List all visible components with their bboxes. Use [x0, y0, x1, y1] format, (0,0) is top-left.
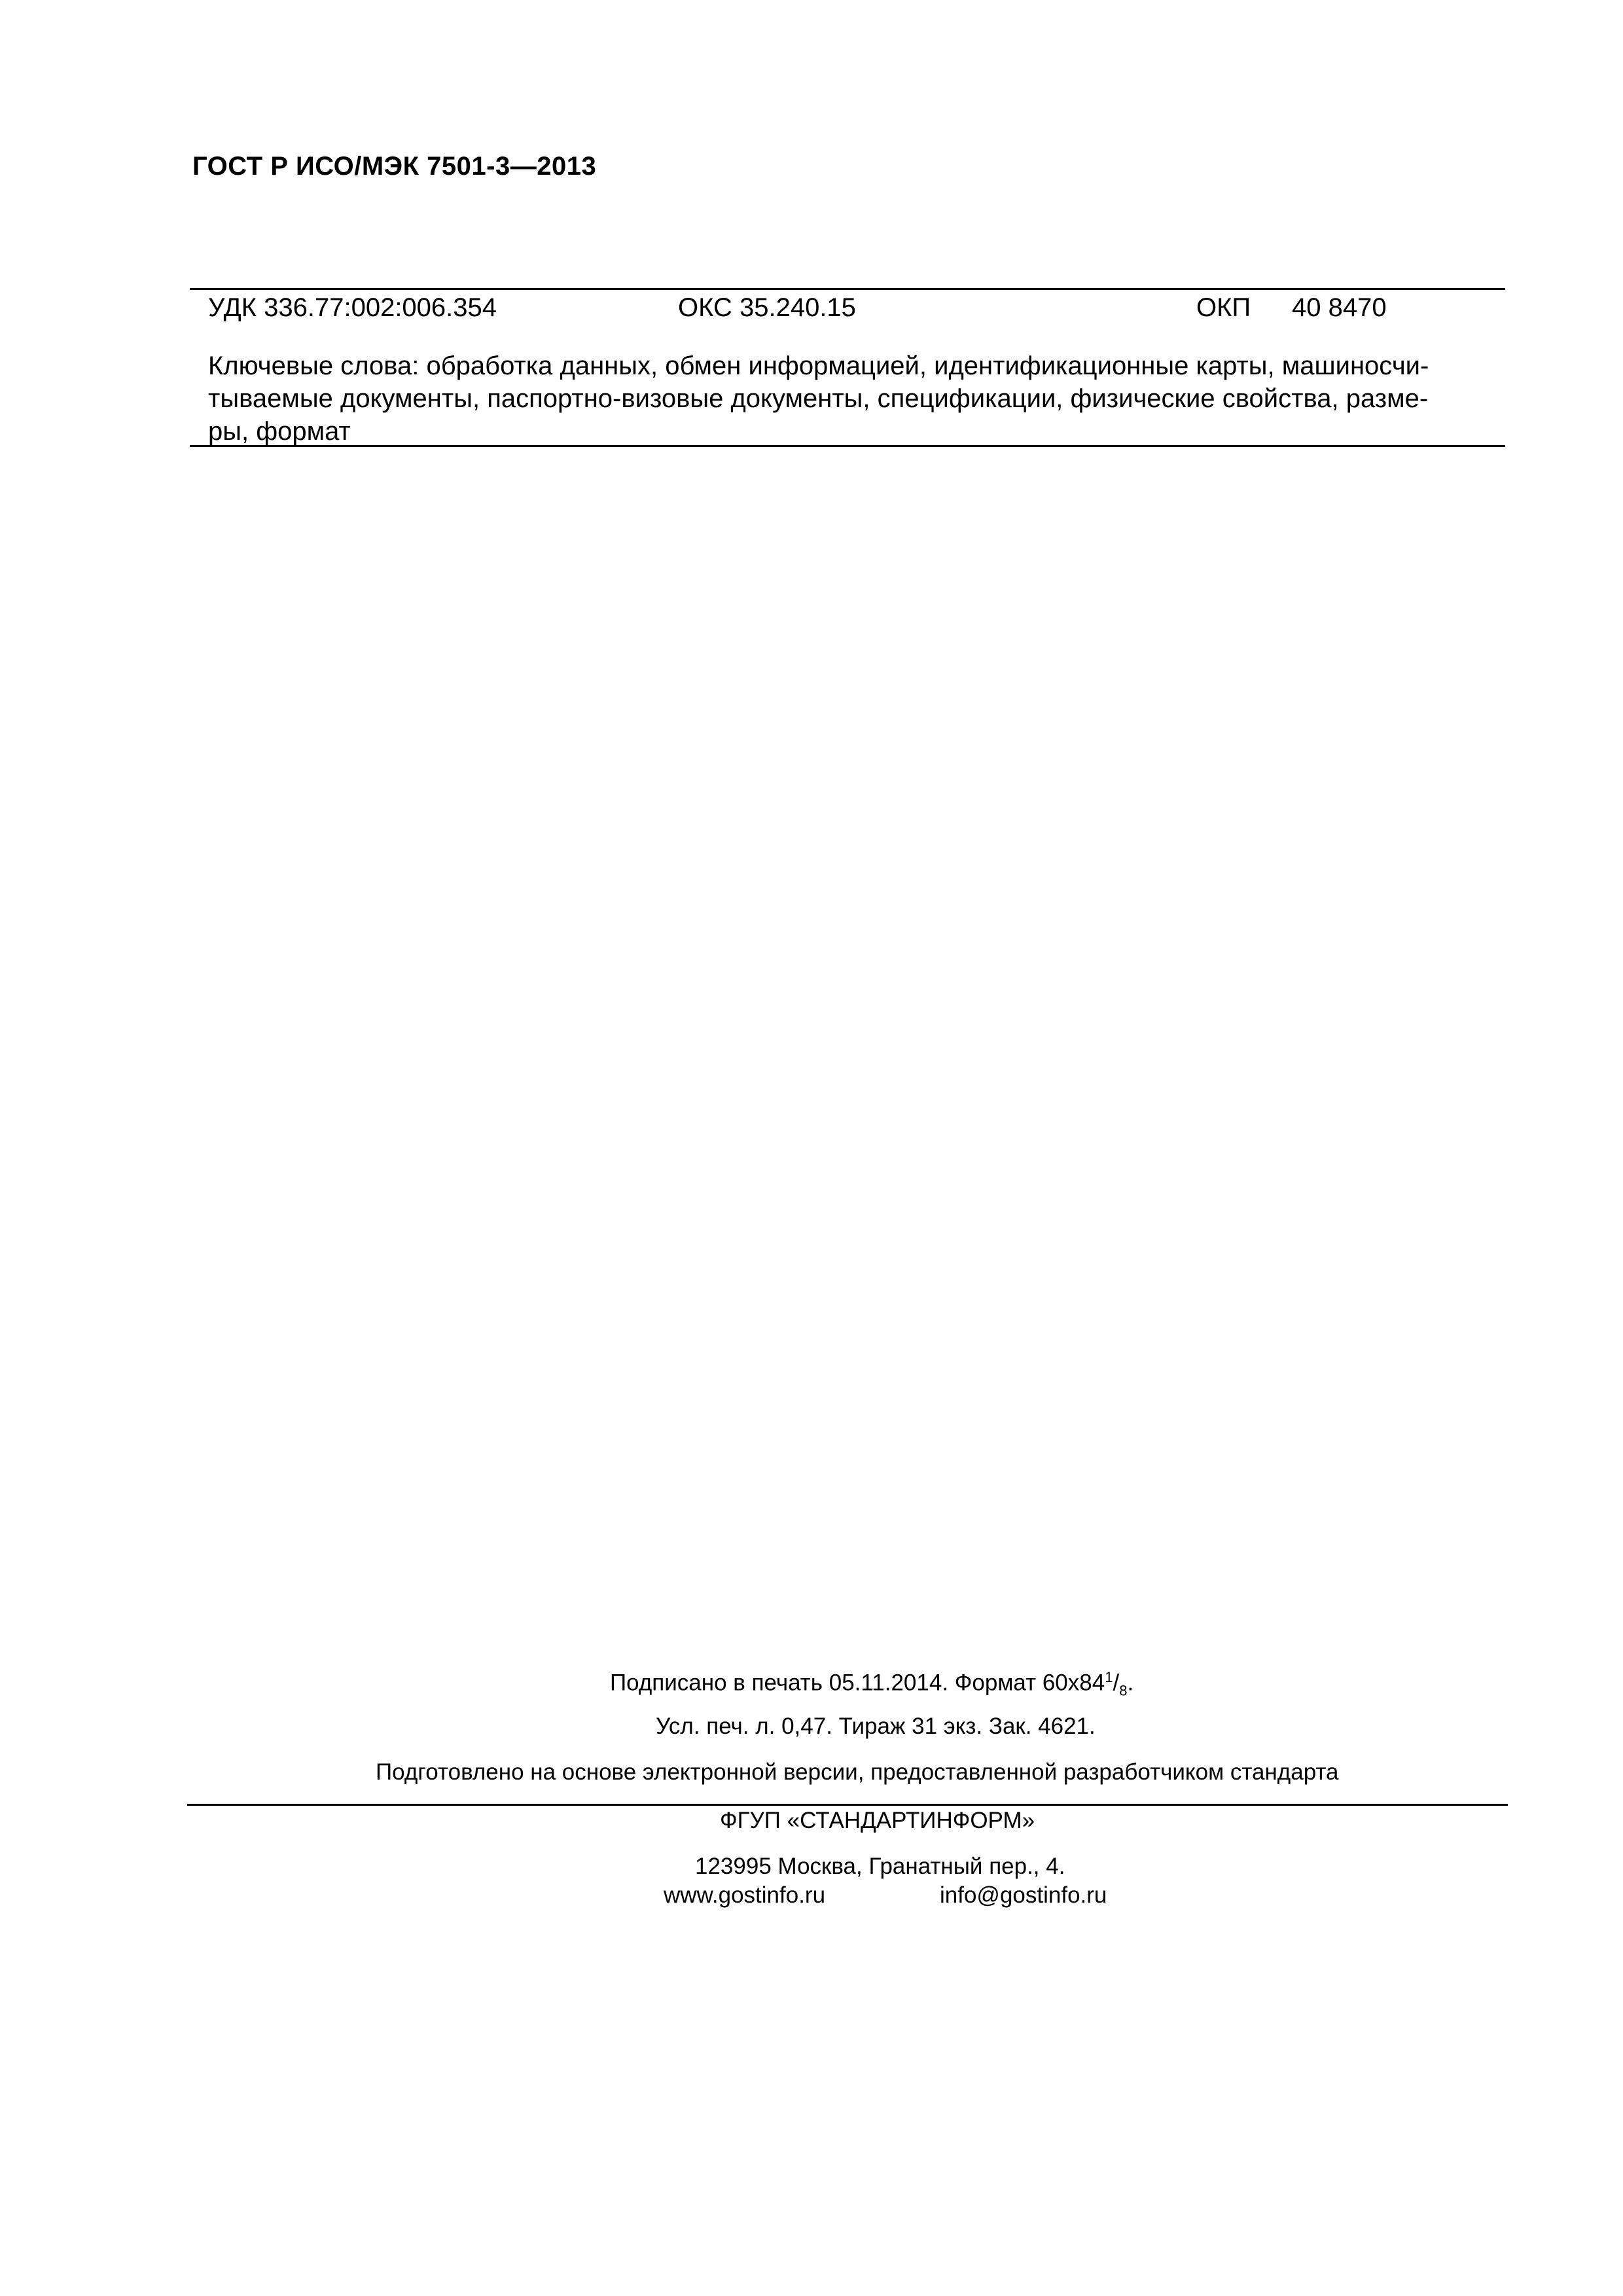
print-info: Усл. печ. л. 0,47. Тираж 31 экз. Зак. 4621. [656, 1713, 1096, 1739]
udk-code: УДК 336.77:002:006.354 [208, 293, 497, 322]
keywords-line: Ключевые слова: обработка данных, обмен информацией, идентификационные карты, машиносчи- [208, 351, 1429, 380]
format-slash: / [1113, 1670, 1120, 1696]
publisher-website: www.gostinfo.ru [664, 1882, 826, 1908]
format-denominator: 8 [1119, 1682, 1128, 1699]
publisher-email: info@gostinfo.ru [940, 1882, 1107, 1908]
prepared-note: Подготовлено на основе электронной версии, предоставленной разработчиком стандарта [376, 1759, 1339, 1785]
okp-label: ОКП [1196, 293, 1251, 322]
document-header: ГОСТ Р ИСО/МЭК 7501-3—2013 [192, 152, 597, 181]
imprint-rule [187, 1804, 1508, 1806]
signed-for-print [610, 1669, 1133, 1700]
classification-top-rule [190, 288, 1505, 290]
publisher-address: 123995 Москва, Гранатный пер., 4. [695, 1854, 1065, 1879]
keywords-line: ры, формат [208, 417, 351, 446]
oks-code: ОКС 35.240.15 [678, 293, 856, 322]
keywords-paragraph [208, 350, 1492, 448]
format-numerator: 1 [1105, 1669, 1113, 1685]
okp-code: 40 8470 [1292, 293, 1387, 322]
format-period: . [1127, 1670, 1134, 1696]
signed-text: Подписано в печать 05.11.2014. Формат 60х84 [610, 1670, 1105, 1696]
keywords-line: тываемые документы, паспортно-визовые документы, спецификации, физические свойства, разме- [208, 384, 1429, 413]
publisher-name: ФГУП «СТАНДАРТИНФОРМ» [720, 1808, 1035, 1833]
classification-bottom-rule [190, 445, 1505, 447]
